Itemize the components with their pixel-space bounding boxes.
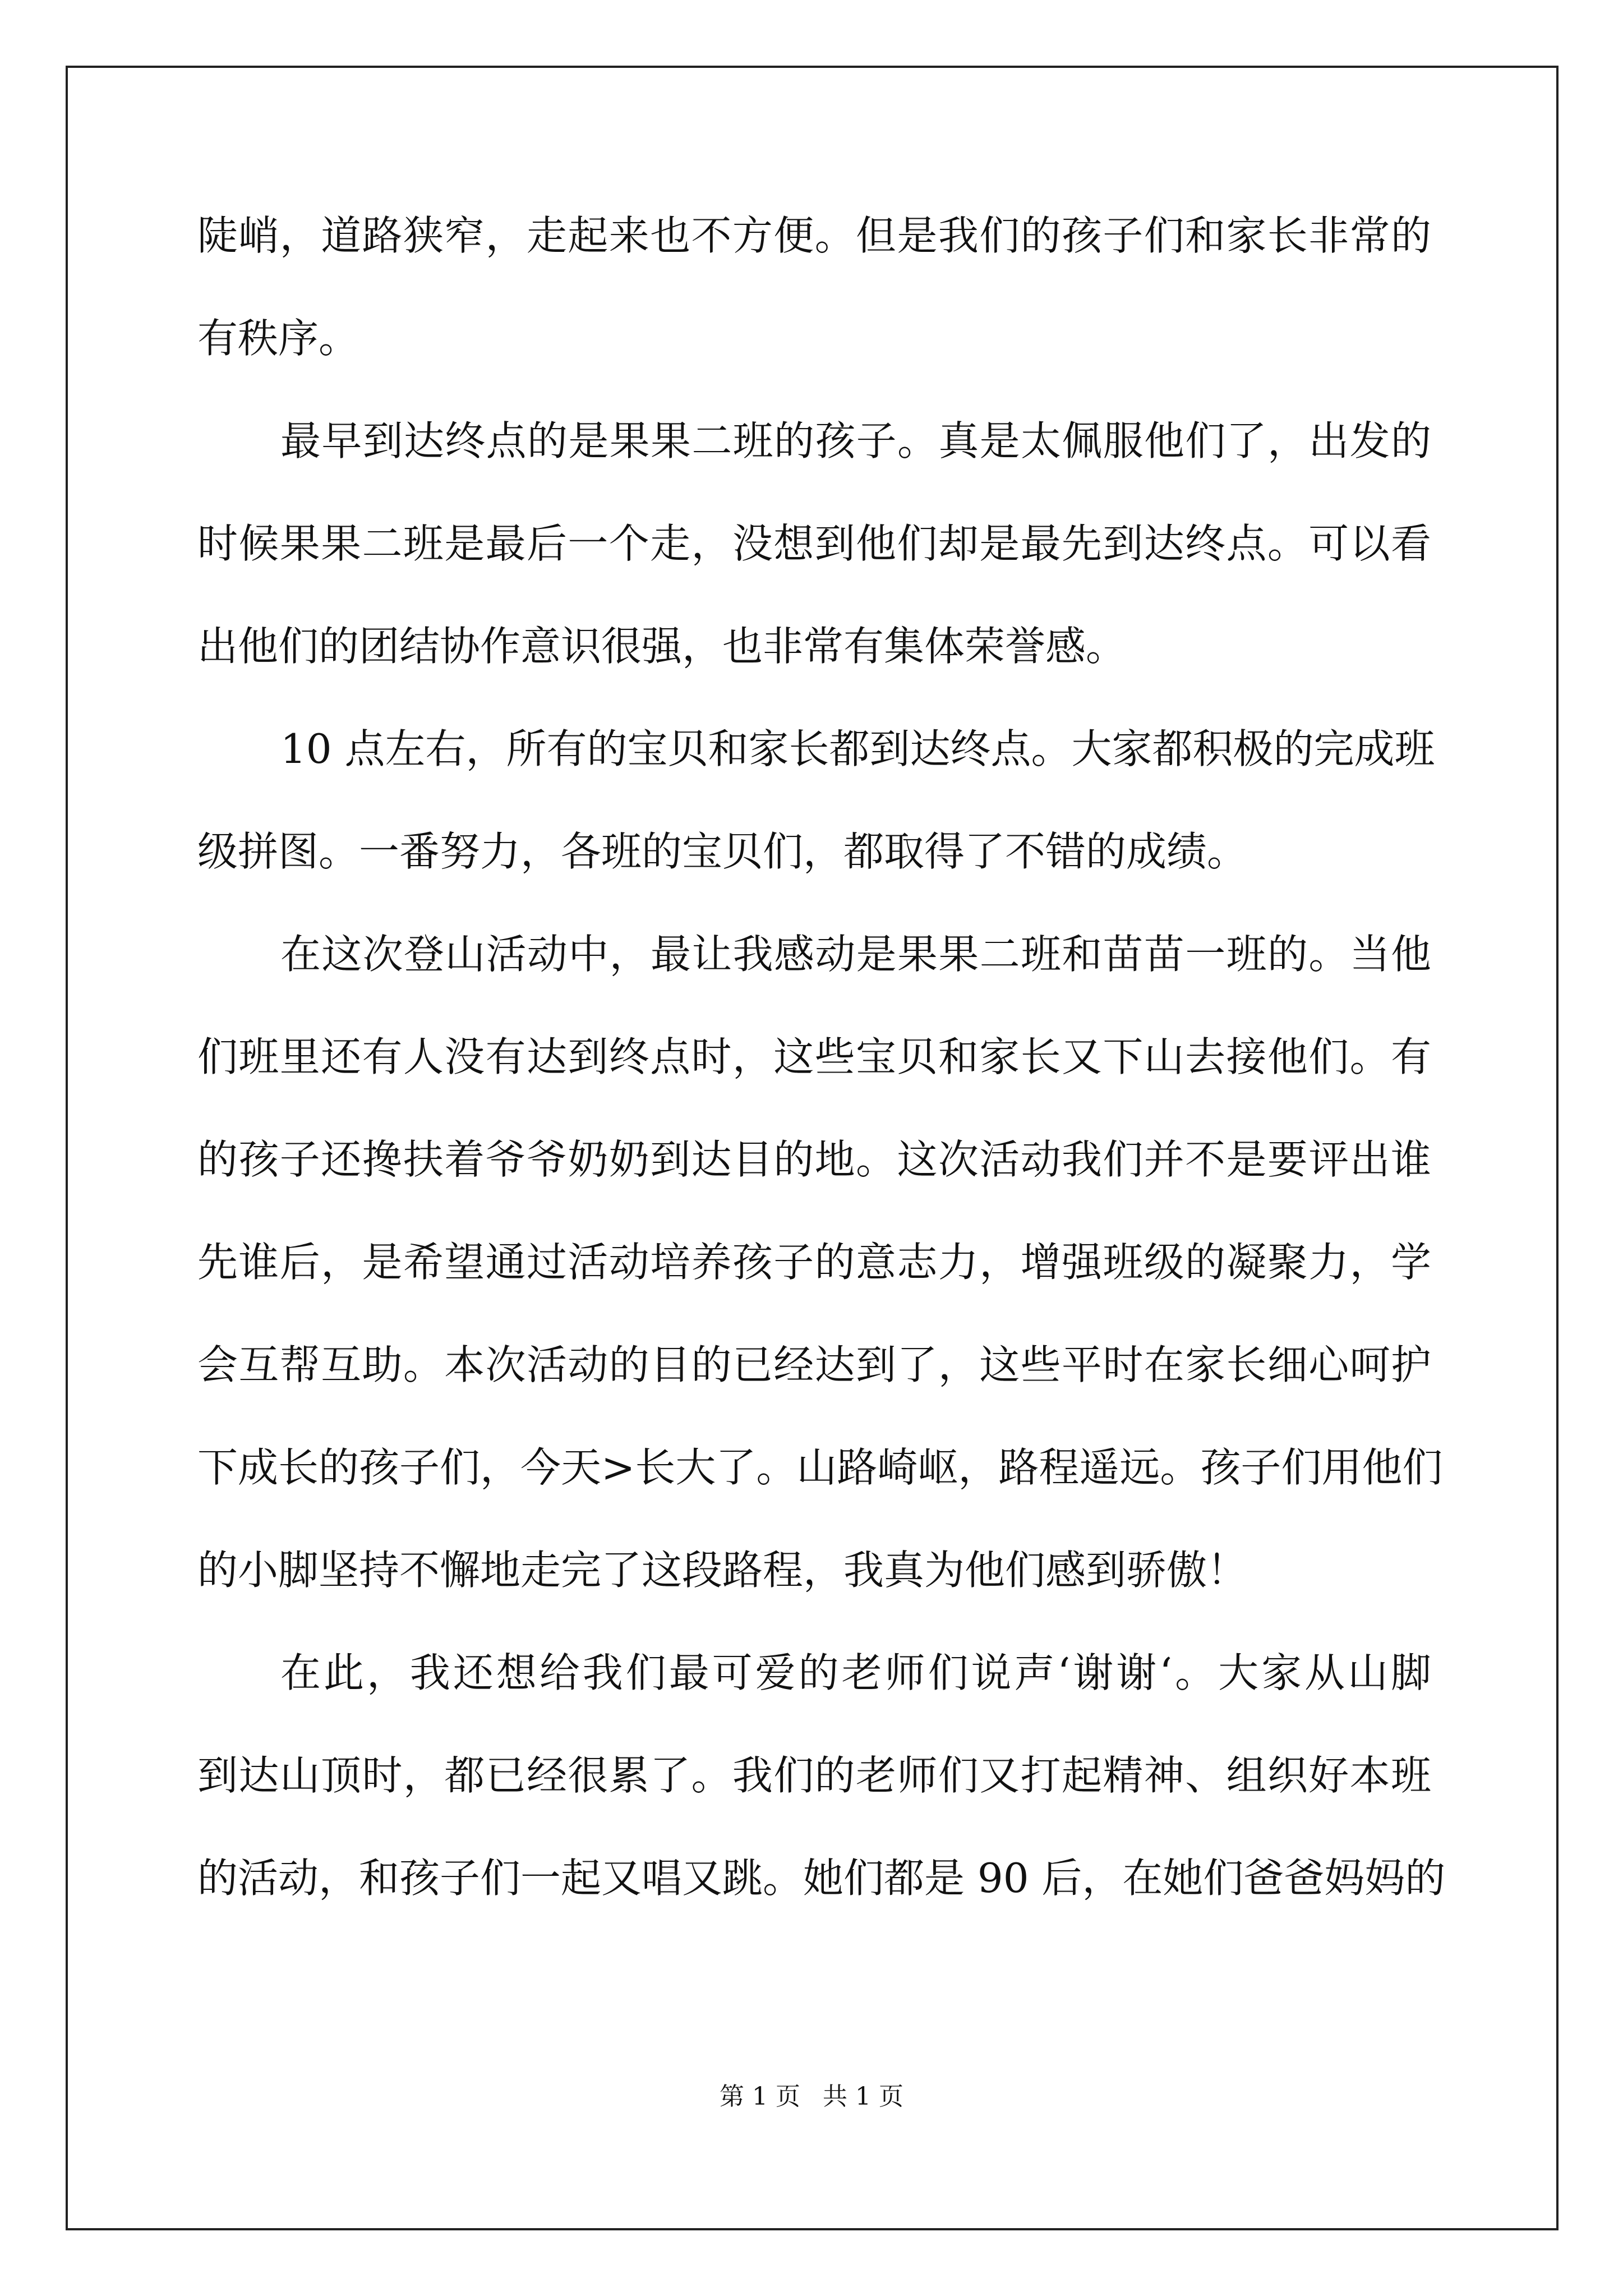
text-line: 陡峭，道路狭窄，走起来也不方便。但是我们的孩子们和家长非常的	[197, 212, 1431, 259]
text-line: 在这次登山活动中，最让我感动是果果二班和苗苗一班的。当他	[280, 931, 1431, 978]
text-line: 到达山顶时，都已经很累了。我们的老师们又打起精神、组织好本班	[197, 1752, 1431, 1799]
text-line: 出他们的团结协作意识很强，也非常有集体荣誉感。	[197, 623, 1127, 670]
text-line: 的小脚坚持不懈地走完了这段路程，我真为他们感到骄傲！	[197, 1547, 1248, 1594]
text-line: 10 点左右，所有的宝贝和家长都到达终点。大家都积极的完成班	[280, 725, 1435, 772]
text-line: 先谁后，是希望通过活动培养孩子的意志力，增强班级的凝聚力，学	[197, 1239, 1431, 1286]
page-total: 共 1 页	[823, 2082, 903, 2111]
text-line: 时候果果二班是最后一个走，没想到他们却是最先到达终点。可以看	[197, 520, 1431, 567]
text-line: 有秩序。	[197, 315, 359, 362]
text-line: 下成长的孩子们，今天>长大了。山路崎岖，路程遥远。孩子们用他们	[197, 1444, 1443, 1491]
text-line: 的孩子还搀扶着爷爷奶奶到达目的地。这次活动我们并不是要评出谁	[197, 1136, 1431, 1183]
text-line: 会互帮互助。本次活动的目的已经达到了，这些平时在家长细心呵护	[197, 1341, 1431, 1388]
text-line: 的活动，和孩子们一起又唱又跳。她们都是 90 后，在她们爸爸妈妈的	[197, 1855, 1446, 1902]
text-line: 们班里还有人没有达到终点时，这些宝贝和家长又下山去接他们。有	[197, 1033, 1431, 1080]
page-number: 第 1 页	[720, 2082, 800, 2111]
text-line: 在此，我还想给我们最可爱的老师们说声‘谢谢‘。大家从山脚	[280, 1649, 1431, 1696]
text-line: 级拼图。一番努力，各班的宝贝们，都取得了不错的成绩。	[197, 828, 1248, 875]
text-line: 最早到达终点的是果果二班的孩子。真是太佩服他们了，出发的	[280, 417, 1431, 464]
page-footer	[0, 2080, 1623, 2114]
